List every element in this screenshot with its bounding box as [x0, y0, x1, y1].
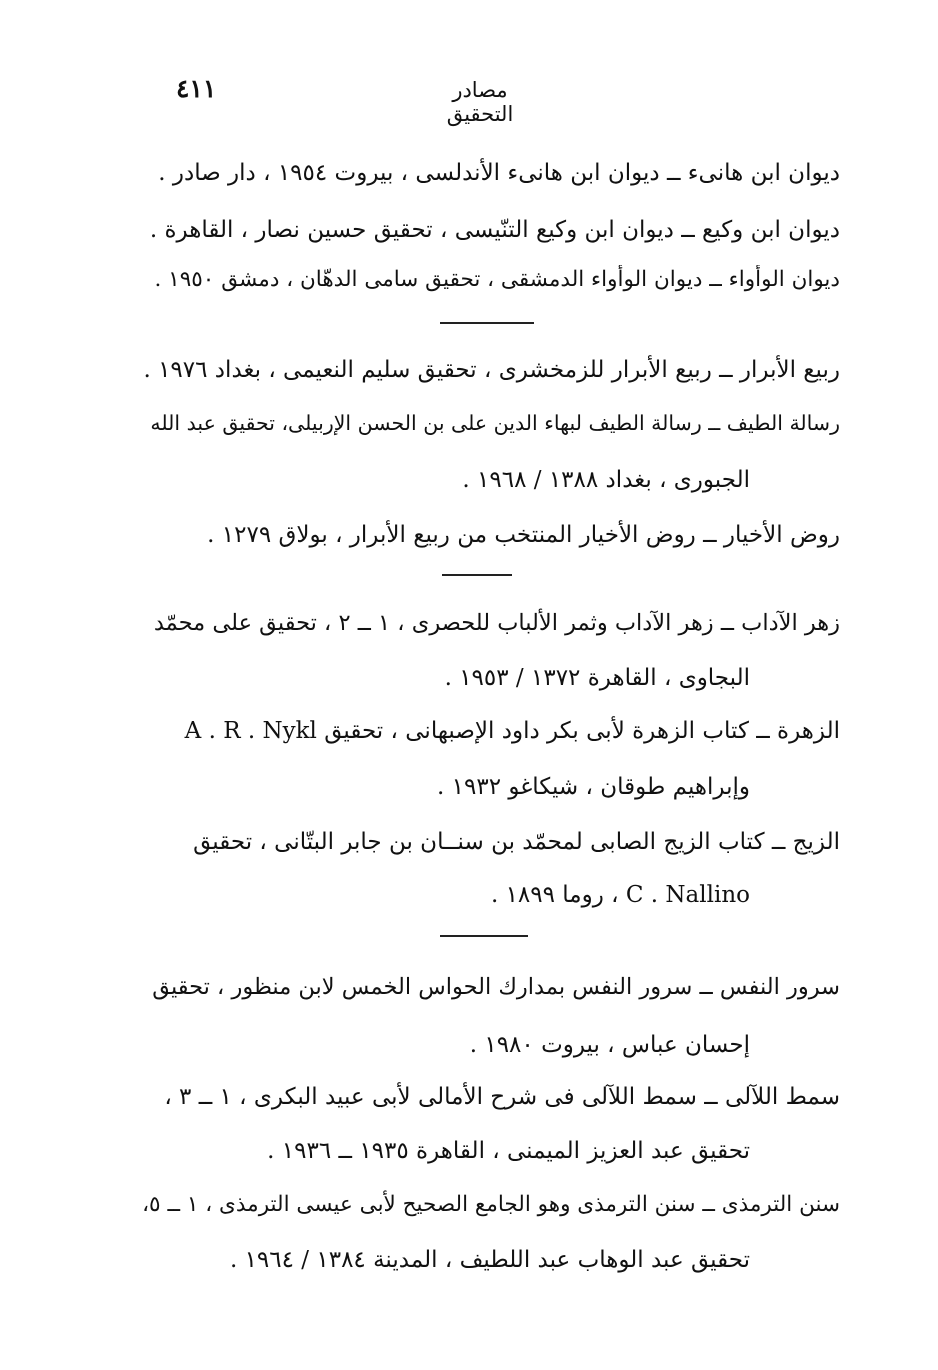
- entry-continuation-line: الجبورى ، بغداد ١٣٨٨ / ١٩٦٨ .: [462, 467, 750, 493]
- entry-continuation-line: البجاوى ، القاهرة ١٣٧٢ / ١٩٥٣ .: [444, 665, 750, 691]
- entry-continuation-line: تحقيق عبد الوهاب عبد اللطيف ، المدينة ١٣٨٤ / ١٩٦٤ .: [229, 1247, 750, 1273]
- entry-line: زهر الآداب ــ زهر الآداب وثمر الألباب للحصرى ، ١ ــ ٢ ، تحقيق على محمّد: [153, 610, 840, 636]
- entry-line: روض الأخيار ــ روض الأخيار المنتخب من ربيع الأبرار ، بولاق ١٢٧٩ .: [207, 522, 840, 548]
- section-divider: [442, 574, 512, 576]
- entry-continuation-line: إحسان عباس ، بيروت ١٩٨٠ .: [469, 1032, 750, 1058]
- entry-line: الزيج ــ كتاب الزيج الصابى لمحمّد بن سنــان بن جابر البتّانى ، تحقيق: [193, 829, 840, 855]
- entry-continuation-line: تحقيق عبد العزيز الميمنى ، القاهرة ١٩٣٥ ــ ١٩٣٦ .: [267, 1138, 750, 1164]
- page-number: ٤١١: [176, 74, 217, 103]
- entry-line: ديوان ابن هانىء ــ ديوان ابن هانىء الأندلسى ، بيروت ١٩٥٤ ، دار صادر .: [158, 160, 840, 186]
- section-divider: [440, 935, 528, 937]
- entry-line: سرور النفس ــ سرور النفس بمدارك الحواس الخمس لابن منظور ، تحقيق: [152, 974, 840, 1000]
- entry-line: ربيع الأبرار ــ ربيع الأبرار للزمخشرى ، تحقيق سليم النعيمى ، بغداد ١٩٧٦ .: [143, 357, 840, 383]
- running-title: مصادر التحقيق: [446, 78, 514, 126]
- entry-line: رسالة الطيف ــ رسالة الطيف لبهاء الدين على بن الحسن الإربيلى، تحقيق عبد الله: [150, 411, 840, 435]
- entry-continuation-line: وإبراهيم طوقان ، شيكاغو ١٩٣٢ .: [437, 774, 750, 800]
- entry-line: سمط اللآلى ــ سمط اللآلى فى شرح الأمالى لأبى عبيد البكرى ، ١ ــ ٣ ،: [164, 1084, 840, 1110]
- entry-line: ديوان الوأواء ــ ديوان الوأواء الدمشقى ، تحقيق سامى الدهّان ، دمشق ١٩٥٠ .: [154, 267, 840, 292]
- entry-line: سنن الترمذى ــ سنن الترمذى وهو الجامع الصحيح لأبى عيسى الترمذى ، ١ ــ ٥،: [142, 1192, 840, 1217]
- section-divider: [440, 322, 534, 324]
- entry-line: الزهرة ــ كتاب الزهرة لأبى بكر داود الإصبهانى ، تحقيق A . R . Nykl: [184, 718, 840, 744]
- entry-continuation-line: C . Nallino ، روما ١٨٩٩ .: [490, 882, 750, 908]
- entry-line: ديوان ابن وكيع ــ ديوان ابن وكيع التنّيسى ، تحقيق حسين نصار ، القاهرة .: [149, 217, 840, 243]
